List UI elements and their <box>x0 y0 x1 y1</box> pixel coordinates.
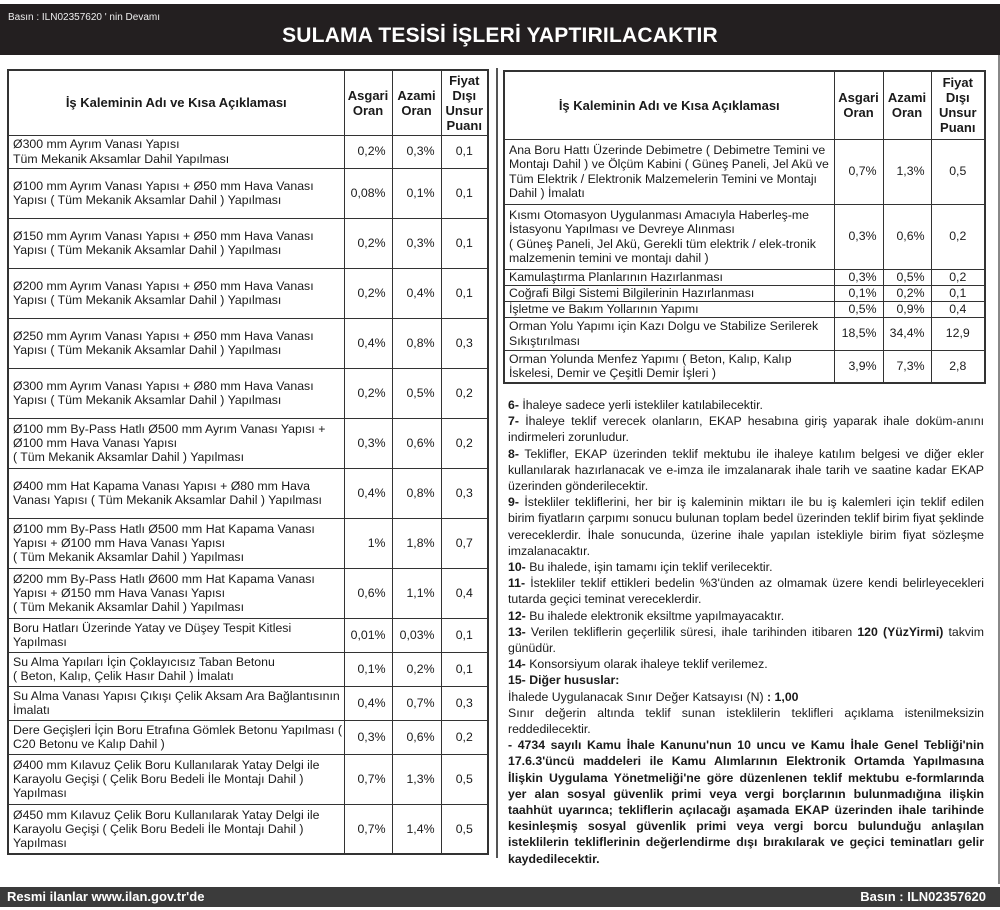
item-description: Kamulaştırma Planlarının Hazırlanması <box>504 269 834 285</box>
score: 0,3 <box>441 468 488 518</box>
note-9: 9- İstekliler tekliflerini, her bir iş kaleminin miktarı ile bu iş kalemleri için teklif edilen birim fiyatların çarpımı sonucu bulunan toplam bedel üzerinden teklif birim fiyat şeklinde vereceklerdir. İhale sonucunda, üzerine ihale yapılan istekliyle birim fiyat sözleşme imzalanacaktır. <box>508 495 984 558</box>
header-score: Fiyat Dışı Unsur Puanı <box>931 71 985 139</box>
score: 0,1 <box>441 652 488 686</box>
score: 0,1 <box>931 285 985 301</box>
min-rate: 0,5% <box>834 301 883 317</box>
table-header-row <box>504 71 985 139</box>
min-rate: 0,1% <box>834 285 883 301</box>
table-row <box>504 301 985 317</box>
item-description: Ø250 mm Ayrım Vanası Yapısı + Ø50 mm Hava Vanası Yapısı ( Tüm Mekanik Aksamlar Dahil ) Yapılması <box>8 318 344 368</box>
min-rate: 0,7% <box>834 139 883 204</box>
table-row <box>8 720 488 754</box>
table-row <box>8 218 488 268</box>
footer-website-link[interactable]: Resmi ilanlar www.ilan.gov.tr'de <box>7 889 205 904</box>
max-rate: 0,6% <box>883 204 931 269</box>
note-8: 8- Teklifler, EKAP üzerinden teklif mektubu ile ihaleye katılım belgesi ve diğer ekler kullanılarak hazırlanacak ve e-imza ile imzalanarak ihale tarih ve saatine kadar EKAP üzerinden gönderilecektir. <box>508 446 984 494</box>
table-row <box>8 652 488 686</box>
score: 0,2 <box>931 269 985 285</box>
table-row <box>504 269 985 285</box>
rejection-note: Sınır değerin altında teklif sunan isteklilerin teklifleri açıklama istenilmeksizin reddedilecektir. <box>508 705 984 737</box>
item-description: Ø300 mm Ayrım Vanası Yapısı + Ø80 mm Hava Vanası Yapısı ( Tüm Mekanik Aksamlar Dahil ) Yapılması <box>8 368 344 418</box>
min-rate: 0,3% <box>344 418 392 468</box>
item-description: İşletme ve Bakım Yollarının Yapımı <box>504 301 834 317</box>
min-rate: 0,01% <box>344 618 392 652</box>
item-description: Orman Yolunda Menfez Yapımı ( Beton, Kalıp, Kalıp İskelesi, Demir ve Çeşitli Demir İşleri ) <box>504 350 834 383</box>
left-table-body <box>8 135 488 854</box>
score: 0,2 <box>441 368 488 418</box>
table-row <box>8 135 488 168</box>
item-description: Orman Yolu Yapımı için Kazı Dolgu ve Stabilize Serilerek Sıkıştırılması <box>504 317 834 350</box>
max-rate: 0,9% <box>883 301 931 317</box>
table-row <box>504 285 985 301</box>
header-bar <box>0 4 1000 55</box>
item-description: Ø100 mm Ayrım Vanası Yapısı + Ø50 mm Hava Vanası Yapısı ( Tüm Mekanik Aksamlar Dahil ) Yapılması <box>8 168 344 218</box>
item-description: Coğrafi Bilgi Sistemi Bilgilerinin Hazırlanması <box>504 285 834 301</box>
min-rate: 0,3% <box>834 269 883 285</box>
item-description: Boru Hatları Üzerinde Yatay ve Düşey Tespit Kitlesi Yapılması <box>8 618 344 652</box>
min-rate: 0,4% <box>344 468 392 518</box>
note-10: 10- Bu ihalede, işin tamamı için teklif verilecektir. <box>508 560 773 575</box>
table-header-row <box>8 70 488 135</box>
min-rate: 0,2% <box>344 135 392 168</box>
item-description: Ø100 mm By-Pass Hatlı Ø500 mm Hat Kapama Vanası Yapısı + Ø100 mm Hava Vanası Yapısı ( Tüm Mekanik Aksamlar Dahil ) Yapılması <box>8 518 344 568</box>
min-rate: 1% <box>344 518 392 568</box>
limit-coefficient: İhalede Uygulanacak Sınır Değer Katsayısı (N) : 1,00 <box>508 689 799 704</box>
table-row <box>8 318 488 368</box>
table-row <box>8 804 488 854</box>
item-description: Ø300 mm Ayrım Vanası Yapısı Tüm Mekanik Aksamlar Dahil Yapılması <box>8 135 344 168</box>
min-rate: 0,2% <box>344 268 392 318</box>
table-row <box>8 468 488 518</box>
header-description: İş Kaleminin Adı ve Kısa Açıklaması <box>8 70 344 135</box>
header-min-rate: Asgari Oran <box>344 70 392 135</box>
right-table-body <box>504 139 985 383</box>
score: 0,2 <box>441 418 488 468</box>
score: 0,7 <box>441 518 488 568</box>
max-rate: 0,6% <box>392 720 441 754</box>
score: 0,2 <box>931 204 985 269</box>
item-description: Ø200 mm By-Pass Hatlı Ø600 mm Hat Kapama Vanası Yapısı + Ø150 mm Hava Vanası Yapısı ( Tüm Mekanik Aksamlar Dahil ) Yapılması <box>8 568 344 618</box>
header-max-rate: Azami Oran <box>883 71 931 139</box>
min-rate: 0,4% <box>344 318 392 368</box>
table-row <box>504 350 985 383</box>
tender-conditions <box>508 397 984 867</box>
table-row <box>8 268 488 318</box>
continued-label: Basın : ILN02357620 ' nin Devamı <box>8 12 161 23</box>
max-rate: 0,03% <box>392 618 441 652</box>
score: 0,1 <box>441 135 488 168</box>
max-rate: 0,1% <box>392 168 441 218</box>
score: 0,2 <box>441 720 488 754</box>
score: 0,5 <box>441 804 488 854</box>
note-11: 11- İstekliler teklif ettikleri bedelin %3'ünden az olmamak üzere kendi belirleyecekleri tutarda geçici teminat vereceklerdir. <box>508 576 984 607</box>
min-rate: 0,2% <box>344 368 392 418</box>
footer-reference: Basın : ILN02357620 <box>860 889 986 904</box>
min-rate: 0,6% <box>344 568 392 618</box>
note-15-heading: 15- Diğer hususlar: <box>508 673 620 688</box>
item-description: Ø400 mm Hat Kapama Vanası Yapısı + Ø80 mm Hava Vanası Yapısı ( Tüm Mekanik Aksamlar Dahil ) Yapılması <box>8 468 344 518</box>
note-6: 6- İhaleye sadece yerli istekliler katılabilecektir. <box>508 398 763 412</box>
table-row <box>8 686 488 720</box>
item-description: Su Alma Vanası Yapısı Çıkışı Çelik Aksam Ara Bağlantısının İmalatı <box>8 686 344 720</box>
header-max-rate: Azami Oran <box>392 70 441 135</box>
max-rate: 0,4% <box>392 268 441 318</box>
score: 0,1 <box>441 268 488 318</box>
score: 12,9 <box>931 317 985 350</box>
table-row <box>8 568 488 618</box>
score: 0,4 <box>441 568 488 618</box>
footer-bar <box>0 887 1000 907</box>
item-description: Ø450 mm Kılavuz Çelik Boru Kullanılarak Yatay Delgi ile Karayolu Geçişi ( Çelik Boru Bedeli İle Montajı Dahil ) Yapılması <box>8 804 344 854</box>
score: 0,5 <box>931 139 985 204</box>
max-rate: 0,7% <box>392 686 441 720</box>
item-description: Su Alma Yapıları İçin Çoklayıcısız Taban Betonu ( Beton, Kalıp, Çelik Hasır Dahil ) İmalatı <box>8 652 344 686</box>
note-13: 13- Verilen tekliflerin geçerlilik süresi, ihale tarihinden itibaren 120 (YüzYirmi) takvim günüdür. <box>508 624 984 656</box>
max-rate: 1,4% <box>392 804 441 854</box>
header-min-rate: Asgari Oran <box>834 71 883 139</box>
score: 0,4 <box>931 301 985 317</box>
max-rate: 0,5% <box>392 368 441 418</box>
table-row <box>8 368 488 418</box>
max-rate: 1,8% <box>392 518 441 568</box>
min-rate: 0,7% <box>344 804 392 854</box>
min-rate: 0,3% <box>344 720 392 754</box>
item-description: Ø400 mm Kılavuz Çelik Boru Kullanılarak Yatay Delgi ile Karayolu Geçişi ( Çelik Boru Bedeli İle Montajı Dahil ) Yapılması <box>8 754 344 804</box>
item-description: Dere Geçişleri İçin Boru Etrafına Gömlek Betonu Yapılması ( C20 Betonu ve Kalıp Dahil ) <box>8 720 344 754</box>
item-description: Kısmı Otomasyon Uygulanması Amacıyla Haberleş-me İstasyonu Yapılması ve Devreye Alınması ( Güneş Paneli, Jel Akü, Gerekli tüm elektrik / elek-tronik malzemenin temini ve montajı dahil ) <box>504 204 834 269</box>
note-7: 7- İhaleye teklif verecek olanların, EKAP hesabına giriş yaparak ihale doküm-anını indirmeleri zorunludur. <box>508 414 984 445</box>
max-rate: 0,5% <box>883 269 931 285</box>
max-rate: 0,6% <box>392 418 441 468</box>
score: 0,5 <box>441 754 488 804</box>
min-rate: 3,9% <box>834 350 883 383</box>
score: 0,1 <box>441 218 488 268</box>
min-rate: 18,5% <box>834 317 883 350</box>
header-score: Fiyat Dışı Unsur Puanı <box>441 70 488 135</box>
work-items-table-left <box>7 69 489 855</box>
table-row <box>504 204 985 269</box>
score: 0,1 <box>441 168 488 218</box>
score: 0,3 <box>441 686 488 720</box>
item-description: Ø200 mm Ayrım Vanası Yapısı + Ø50 mm Hava Vanası Yapısı ( Tüm Mekanik Aksamlar Dahil ) Yapılması <box>8 268 344 318</box>
table-row <box>8 168 488 218</box>
min-rate: 0,2% <box>344 218 392 268</box>
max-rate: 0,8% <box>392 318 441 368</box>
max-rate: 1,3% <box>883 139 931 204</box>
table-row <box>504 317 985 350</box>
table-row <box>8 754 488 804</box>
max-rate: 0,2% <box>392 652 441 686</box>
max-rate: 7,3% <box>883 350 931 383</box>
max-rate: 0,3% <box>392 135 441 168</box>
table-row <box>8 518 488 568</box>
score: 0,3 <box>441 318 488 368</box>
note-14: 14- Konsorsiyum olarak ihaleye teklif verilemez. <box>508 657 768 672</box>
max-rate: 0,2% <box>883 285 931 301</box>
min-rate: 0,3% <box>834 204 883 269</box>
max-rate: 34,4% <box>883 317 931 350</box>
header-description: İş Kaleminin Adı ve Kısa Açıklaması <box>504 71 834 139</box>
min-rate: 0,08% <box>344 168 392 218</box>
table-row <box>504 139 985 204</box>
table-row <box>8 418 488 468</box>
max-rate: 0,8% <box>392 468 441 518</box>
min-rate: 0,4% <box>344 686 392 720</box>
max-rate: 1,1% <box>392 568 441 618</box>
score: 2,8 <box>931 350 985 383</box>
max-rate: 1,3% <box>392 754 441 804</box>
min-rate: 0,1% <box>344 652 392 686</box>
score: 0,1 <box>441 618 488 652</box>
table-row <box>8 618 488 652</box>
page-title: SULAMA TESİSİ İŞLERİ YAPTIRILACAKTIR <box>282 24 718 47</box>
item-description: Ø100 mm By-Pass Hatlı Ø500 mm Ayrım Vanası Yapısı + Ø100 mm Hava Vanası Yapısı ( Tüm Mekanik Aksamlar Dahil ) Yapılması <box>8 418 344 468</box>
min-rate: 0,7% <box>344 754 392 804</box>
legal-note: - 4734 sayılı Kamu İhale Kanunu'nun 10 uncu ve Kamu İhale Genel Tebliği'nin 17.6.3'üncü maddeleri ile Kamu Alımlarının Elektronik Ortamda Yapılmasına İlişkin Uygulama Yönetmeliği'ne göre düzenlenen teklif mektubu e-formlarında yer alan sosyal güvenlik primi veya vergi borçlarının bulunmadığına ilişkin taahhüt uyarınca; tekliflerin açılacağı aşamada EKAP üzerinden ihale tarihinde kesinleşmiş sosyal güvenlik primi veya vergi borcu bulunduğu anlaşılan isteklilerin tekliflerinin değerlendirme dışı bırakılarak ve geçici teminatları gelir kaydedilecektir. <box>508 738 984 866</box>
max-rate: 0,3% <box>392 218 441 268</box>
item-description: Ø150 mm Ayrım Vanası Yapısı + Ø50 mm Hava Vanası Yapısı ( Tüm Mekanik Aksamlar Dahil ) Yapılması <box>8 218 344 268</box>
work-items-table-right <box>503 70 986 384</box>
column-divider <box>496 68 498 858</box>
item-description: Ana Boru Hattı Üzerinde Debimetre ( Debimetre Temini ve Montajı Dahil ) ve Ölçüm Kabini ( Güneş Paneli, Jel Akü ve Tüm Elektrik / Elektronik Malzemelerin Temini ve Montajı Dahil ) İmalatı <box>504 139 834 204</box>
note-12: 12- Bu ihalede elektronik eksiltme yapılmayacaktır. <box>508 608 785 623</box>
